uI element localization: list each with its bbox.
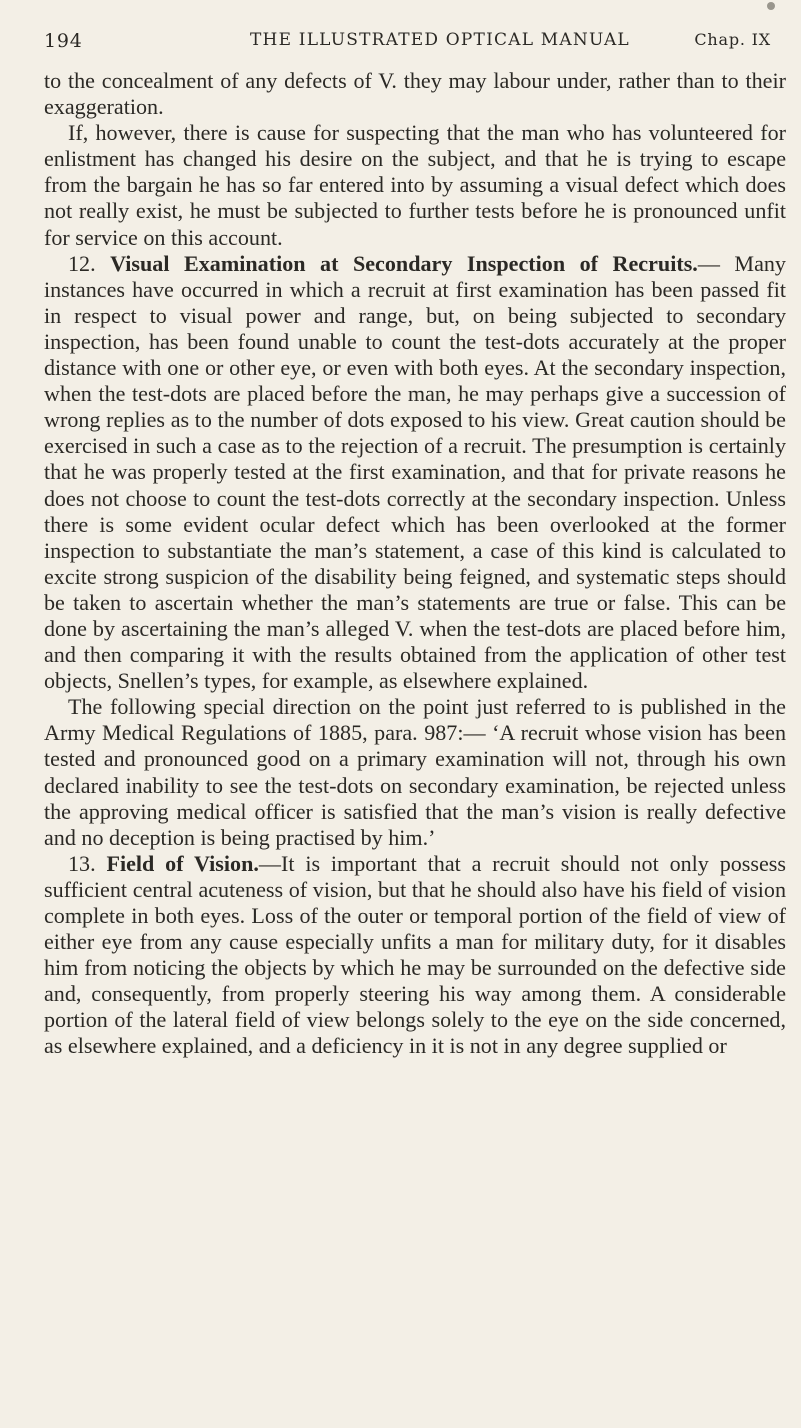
section-13-number: 13. xyxy=(68,850,96,876)
ink-mark xyxy=(767,2,775,10)
section-13-text: —It is important that a recruit should not only possess sufficient central acuteness of vision, but that he should also have his field of vision complete in both eyes. Loss of the outer or temporal portion of the field of view of either eye from any cause especially unfits a man for military duty, for it disables him from noticing the objects by which he may be surrounded on the defective side and, consequently, from properly steering his way among them. A considerable portion of the lateral field of view belongs solely to the eye on the side concerned, as elsewhere explained, and a deficiency in it is not in any degree supplied or xyxy=(44,850,786,1059)
section-13-heading: Field of Vision. xyxy=(106,850,259,876)
section-12 xyxy=(44,251,786,695)
running-title: THE ILLUSTRATED OPTICAL MANUAL xyxy=(250,30,630,50)
section-12-number: 12. xyxy=(68,250,96,276)
body-text xyxy=(44,68,786,1060)
section-12-text: — Many instances have occurred in which a recruit at first examination has been passed fit in respect to visual power and range, but, on being subjected to secondary inspection, has been found unable to count the test-dots accurately at the proper distance with one or other eye, or even with both eyes. At the secondary inspection, when the test-dots are placed before the man, he may perhaps give a succession of wrong replies as to the number of dots exposed to his view. Great caution should be exercised in such a case as to the rejection of a recruit. The presumption is certainly that he was properly tested at the first examination, and that for private reasons he does not choose to count the test-dots correctly at the secondary inspection. Unless there is some evident ocular defect which has been overlooked at the former inspection to substantiate the man’s statement, a case of this kind is calculated to excite strong suspicion of the disability being feigned, and systematic steps should be taken to ascertain whether the man’s statements are true or false. This can be done by ascertaining the man’s alleged V. when the test-dots are placed before him, and then comparing it with the results obtained from the application of other test objects, Snellen’s types, for example, as elsewhere explained. xyxy=(44,250,786,694)
paragraph-continuation: to the concealment of any defects of V. they may labour under, rather than to their exaggeration. xyxy=(44,68,786,120)
paragraph-suspected-defect: If, however, there is cause for suspecting that the man who has volunteered for enlistment has changed his desire on the subject, and that he is trying to escape from the bargain he has so far entered into by assuming a visual defect which does not really exist, he must be subjected to further tests before he is pronounced unfit for service on this account. xyxy=(44,120,786,250)
running-head xyxy=(0,30,801,58)
chapter-reference: Chap. IX xyxy=(694,30,771,49)
paragraph-regulations: The following special direction on the point just referred to is published in the Army Medical Regulations of 1885, para. 987:— ‘A recruit whose vision has been tested and pronounced good on a primary examination will not, through his own declared inability to see the test-dots on secondary examination, be rejected unless the approving medical officer is satisfied that the man’s vision is really defective and no deception is being practised by him.’ xyxy=(44,694,786,850)
section-12-heading: Visual Examination at Secondary Inspection of Recruits. xyxy=(110,250,698,276)
page-number: 194 xyxy=(44,30,83,52)
section-13 xyxy=(44,851,786,1060)
